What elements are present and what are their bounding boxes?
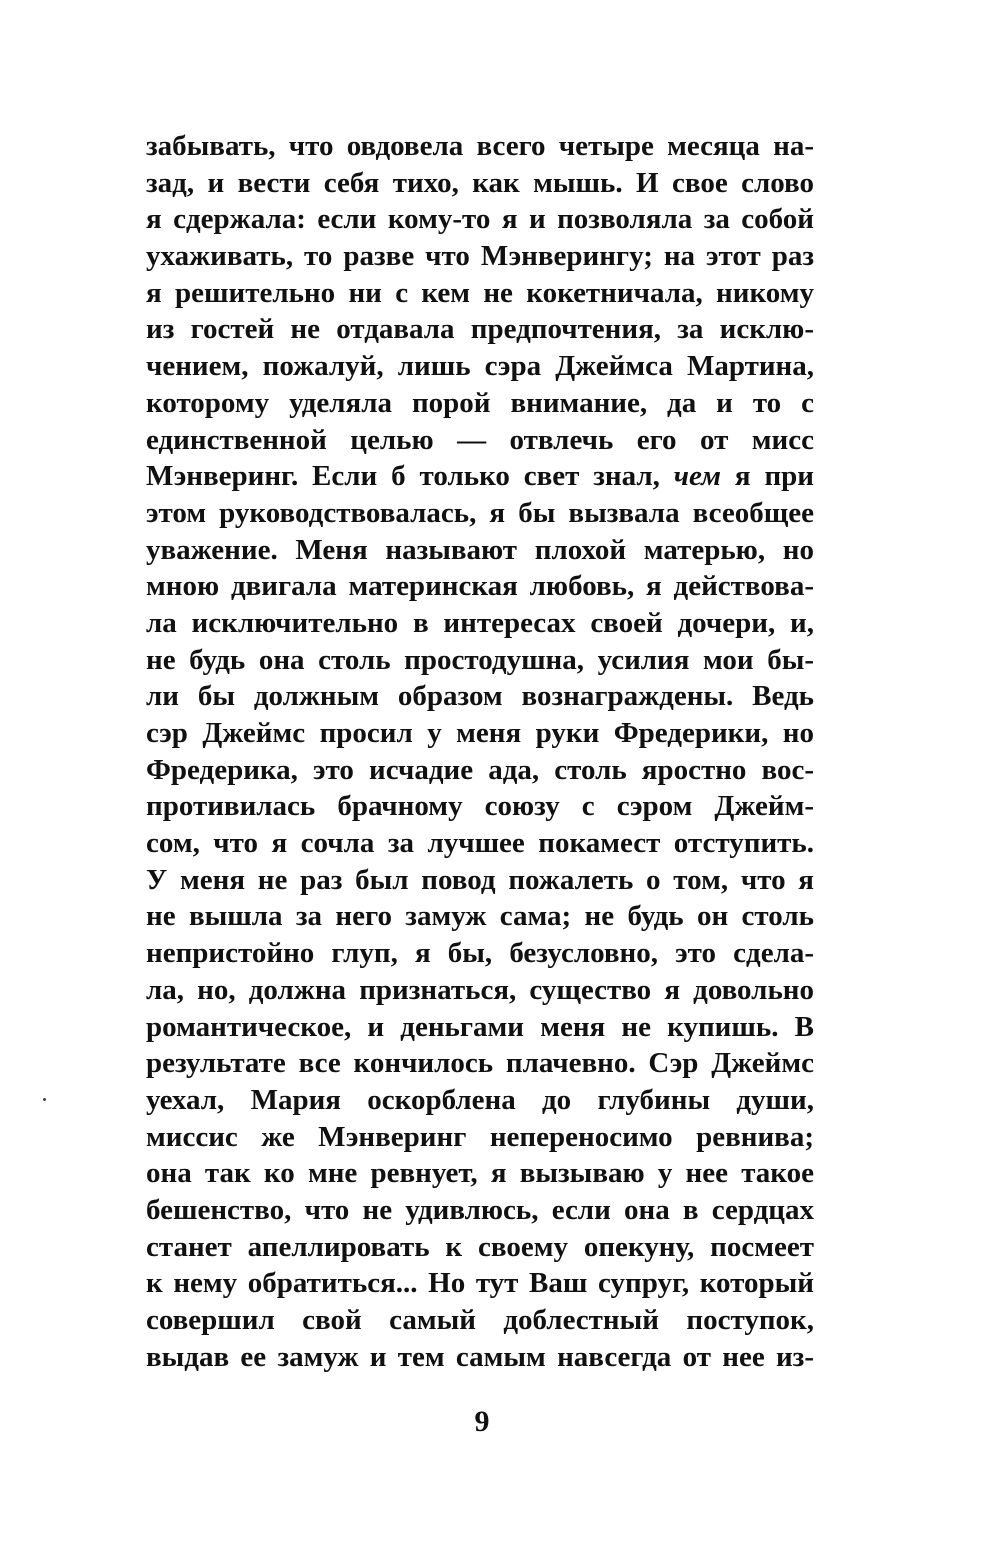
text-line: мною двигала материнская любовь, я действова- — [146, 570, 814, 603]
text-line: миссис же Мэнверинг непереносимо ревнива; — [146, 1120, 814, 1153]
page-number: 9 — [474, 1405, 490, 1438]
text-line: ла, но, должна признаться, существо я довольно — [146, 973, 814, 1006]
text-line: ухаживать, то разве что Мэнверингу; на этот раз — [146, 240, 814, 273]
text-line: сом, что я сочла за лучшее покамест отступить. — [146, 827, 814, 860]
text-segment: Мэнверинг. Если б только свет знал, — [146, 460, 674, 493]
emphasized-word: чем — [673, 460, 722, 493]
body-text — [146, 128, 814, 1375]
text-line: я сдержала: если кому-то я и позволяла за собой — [146, 203, 814, 236]
text-line: которому уделяла порой внимание, да и то с — [146, 386, 814, 419]
text-line: бешенство, что не удивлюсь, если она в сердцах — [146, 1193, 814, 1226]
text-segment: я при — [721, 460, 814, 493]
text-line: она так ко мне ревнует, я вызываю у нее такое — [146, 1157, 814, 1190]
text-line: я решительно ни с кем не кокетничала, никому — [146, 276, 814, 309]
text-line: зад, и вести себя тихо, как мышь. И свое слово — [146, 166, 814, 199]
text-line: романтическое, и деньгами меня не купишь. В — [146, 1010, 814, 1043]
text-line: результате все кончилось плачевно. Сэр Джеймс — [146, 1047, 814, 1080]
text-line: У меня не раз был повод пожалеть о том, что я — [146, 863, 814, 896]
text-line: из гостей не отдавала предпочтения, за исклю- — [146, 313, 814, 346]
text-line: чением, пожалуй, лишь сэра Джеймса Мартина, — [146, 350, 814, 383]
text-line: сэр Джеймс просил у меня руки Фредерики, но — [146, 717, 814, 749]
text-line: уважение. Меня называют плохой матерью, но — [146, 533, 814, 566]
text-line: не вышла за него замуж сама; не будь он столь — [146, 900, 814, 933]
text-line: уехал, Мария оскорблена до глубины души, — [146, 1083, 814, 1116]
text-line: единственной целью — отвлечь его от мисс — [146, 423, 814, 456]
text-line — [146, 458, 814, 495]
text-line: совершил свой самый доблестный поступок, — [146, 1304, 814, 1336]
print-speck — [43, 1098, 46, 1101]
text-line: ла исключительно в интересах своей дочери, и, — [146, 606, 814, 639]
text-line: не будь она столь простодушна, усилия мои бы- — [146, 643, 814, 676]
text-line: забывать, что овдовела всего четыре месяца на- — [146, 130, 814, 162]
text-line: непристойно глуп, я бы, безусловно, это сдела- — [146, 937, 814, 970]
text-line: станет апеллировать к своему опекуну, посмеет — [146, 1230, 814, 1263]
text-line: противилась брачному союзу с сэром Джейм- — [146, 790, 814, 823]
text-line: этом руководствовалась, я бы вызвала всеобщее — [146, 496, 814, 529]
text-line: ли бы должным образом вознаграждены. Ведь — [146, 680, 814, 713]
text-line: выдав ее замуж и тем самым навсегда от нее из- — [146, 1340, 814, 1373]
text-line: Фредерика, это исчадие ада, столь яростно вос- — [146, 753, 814, 786]
text-line: к нему обратиться... Но тут Ваш супруг, который — [146, 1267, 814, 1300]
